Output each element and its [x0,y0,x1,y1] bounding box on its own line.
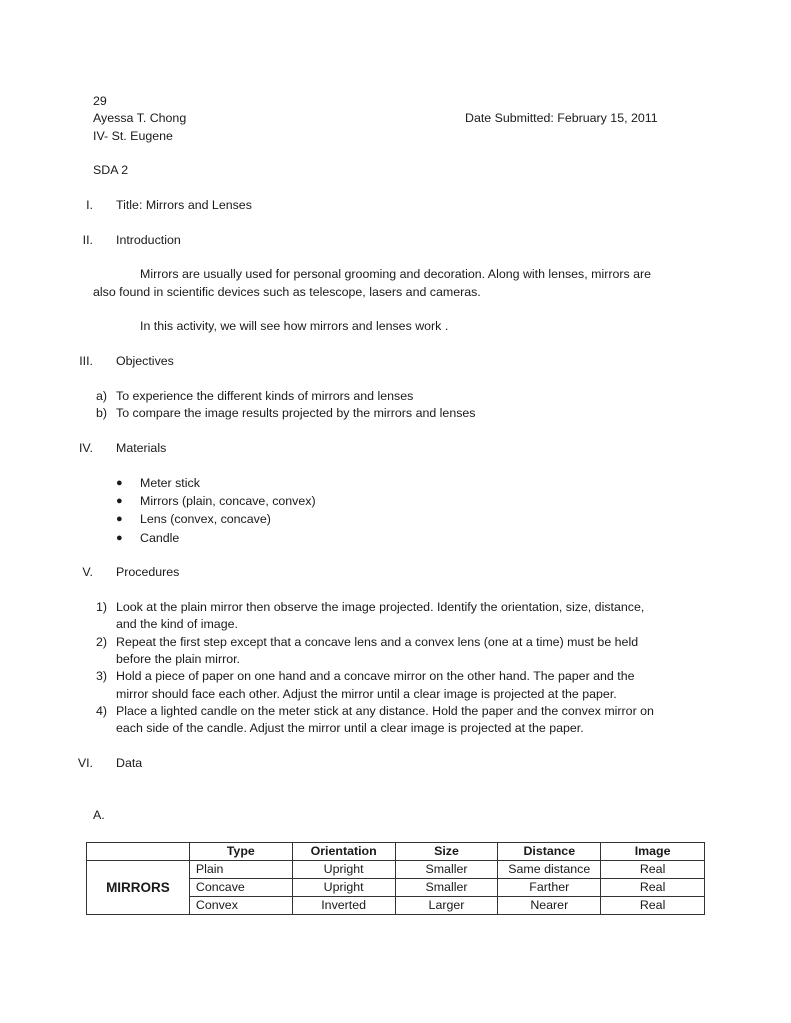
date-submitted: Date Submitted: February 15, 2011 [465,111,658,125]
section-numeral: VI. [77,756,93,770]
procedure-line: each side of the candle. Adjust the mirror until a clear image is projected at the paper. [116,721,584,735]
activity-code: SDA 2 [93,163,129,177]
section-heading-data: Data [116,756,143,770]
section-numeral: V. [82,565,93,579]
student-section: IV- St. Eugene [93,129,173,143]
table-header-row [87,843,705,861]
section-numeral: IV. [78,441,93,455]
intro-paragraph-2: In this activity, we will see how mirrors and lenses work . [140,319,449,333]
procedure-marker: 1) [95,600,107,614]
table-cell: Nearer [498,897,601,915]
table-cell: Upright [292,861,395,879]
material-item: Lens (convex, concave) [140,512,271,526]
section-numeral: III. [79,354,93,368]
column-header: Distance [498,843,601,861]
column-header: Type [189,843,292,861]
bullet-icon: ● [116,513,123,525]
table-cell: Concave [189,879,292,897]
objective-item: To compare the image results projected by the mirrors and lenses [116,406,476,420]
section-numeral: II. [82,233,93,247]
section-heading-procedures: Procedures [116,565,180,579]
table-cell: Smaller [395,879,498,897]
material-item: Candle [140,531,180,545]
table-cell: Inverted [292,897,395,915]
intro-paragraph-1-line-2: also found in scientific devices such as telescope, lasers and cameras. [93,285,481,299]
column-header: Size [395,843,498,861]
section-heading-introduction: Introduction [116,233,181,247]
section-heading-materials: Materials [116,441,167,455]
table-cell: Plain [189,861,292,879]
procedure-line: Repeat the first step except that a concave lens and a convex lens (one at a time) must be held [116,635,639,649]
table-cell: Larger [395,897,498,915]
section-title: Title: Mirrors and Lenses [116,198,252,212]
procedure-line: before the plain mirror. [116,652,240,666]
student-name: Ayessa T. Chong [93,111,187,125]
material-item: Meter stick [140,476,200,490]
objective-marker: b) [95,406,107,420]
table-cell: Real [601,897,705,915]
procedure-marker: 3) [95,669,107,683]
objective-marker: a) [95,389,107,403]
table-cell: Real [601,879,705,897]
intro-paragraph-1-line-1: Mirrors are usually used for personal grooming and decoration. Along with lenses, mirrors are [140,267,652,281]
row-group-label: MIRRORS [87,861,190,915]
table-cell: Upright [292,879,395,897]
procedure-line: Hold a piece of paper on one hand and a concave mirror on the other hand. The paper and the [116,669,635,683]
section-heading-objectives: Objectives [116,354,174,368]
mirrors-data-table [86,842,705,915]
bullet-icon: ● [116,477,123,489]
table-row [87,861,705,879]
procedure-marker: 4) [95,704,107,718]
table-cell: Real [601,861,705,879]
procedure-line: and the kind of image. [116,617,238,631]
column-header: Image [601,843,705,861]
procedure-marker: 2) [95,635,107,649]
table-cell: Same distance [498,861,601,879]
table-cell: Farther [498,879,601,897]
bullet-icon: ● [116,495,123,507]
column-header: Orientation [292,843,395,861]
page-number: 29 [93,94,107,108]
table-cell: Smaller [395,861,498,879]
objective-item: To experience the different kinds of mirrors and lenses [116,389,414,403]
table-cell: Convex [189,897,292,915]
procedure-line: Look at the plain mirror then observe the image projected. Identify the orientation, size, distance, [116,600,645,614]
section-numeral: I. [86,198,93,212]
procedure-line: Place a lighted candle on the meter stick at any distance. Hold the paper and the convex mirror on [116,704,654,718]
procedure-line: mirror should face each other. Adjust the mirror until a clear image is projected at the paper. [116,687,617,701]
data-table-label: A. [93,808,105,822]
bullet-icon: ● [116,532,123,544]
material-item: Mirrors (plain, concave, convex) [140,494,316,508]
table-corner-cell [87,843,190,861]
